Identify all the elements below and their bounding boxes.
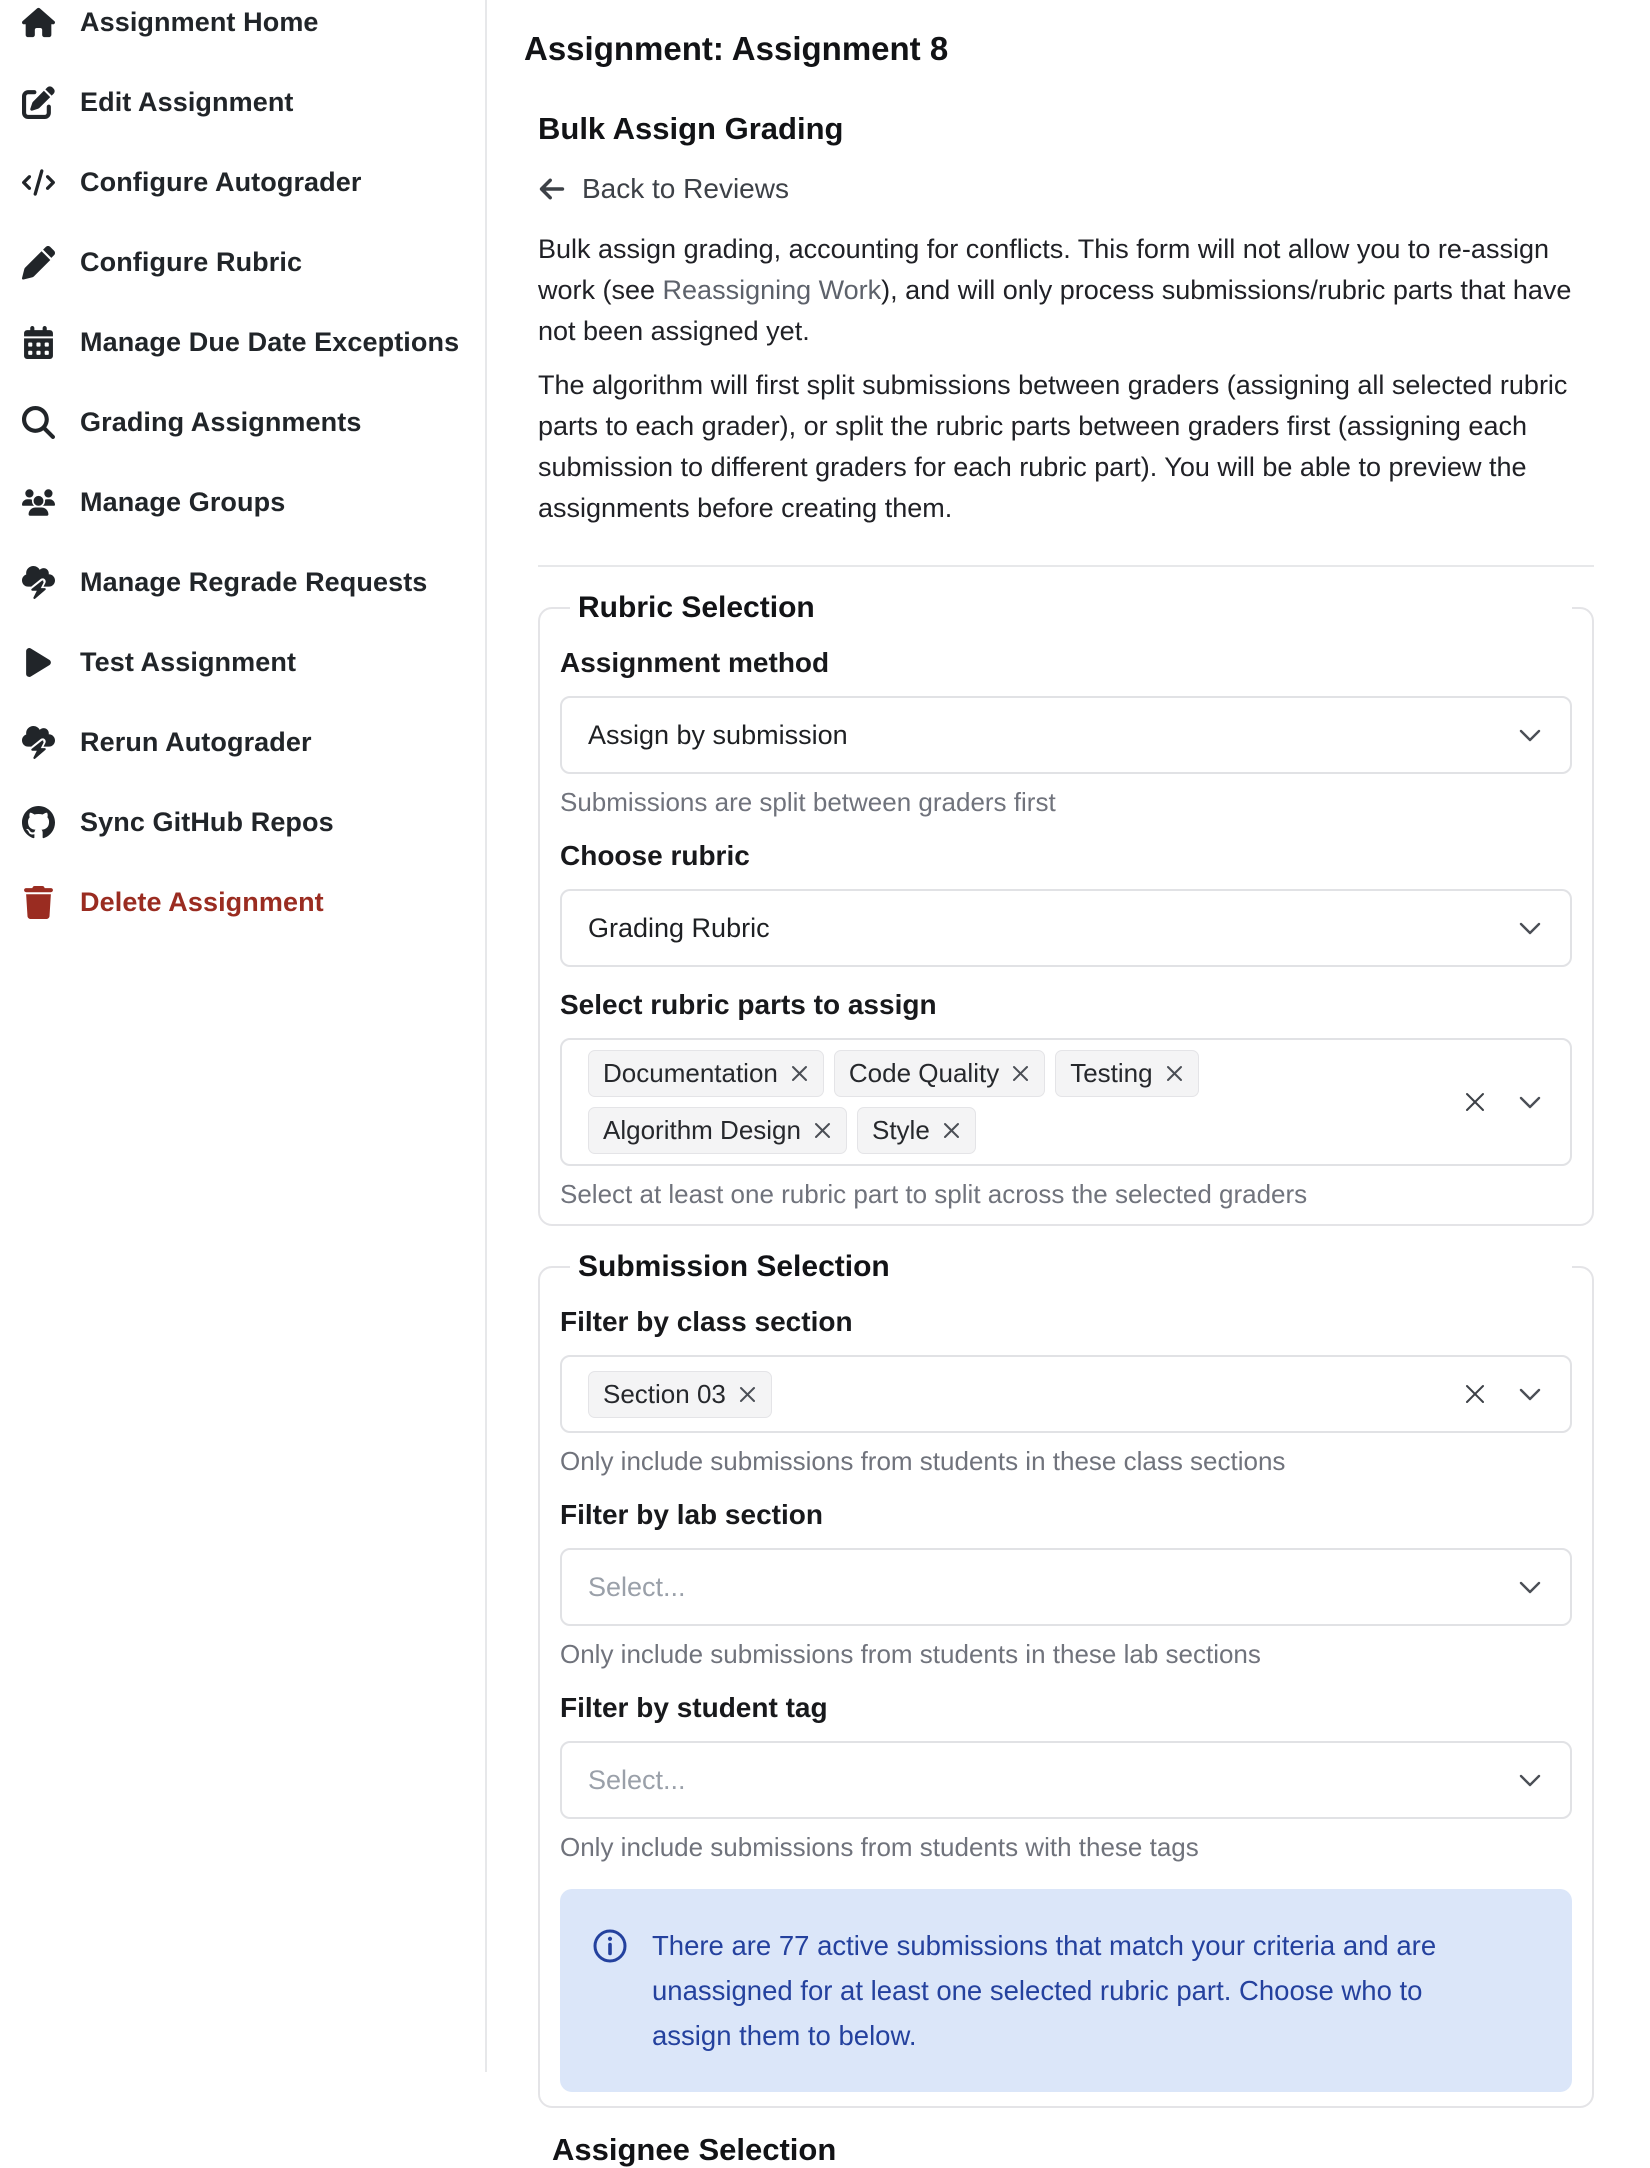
sidebar-item-label: Rerun Autograder <box>80 726 312 757</box>
search-icon <box>22 404 62 440</box>
intro-paragraph-1: Bulk assign grading, accounting for conflicts. This form will not allow you to re-assign work (see Reassigning Work), and will only process submissions/rubric parts that have not been assigned yet. <box>538 234 1572 347</box>
sidebar-item-label: Sync GitHub Repos <box>80 806 334 837</box>
sidebar-item-configure-rubric[interactable] <box>22 240 485 284</box>
pencil-icon <box>22 244 62 280</box>
rubric-selection-legend: Rubric Selection <box>578 591 815 625</box>
clear-all-icon[interactable] <box>1462 1381 1488 1407</box>
sidebar-item-assignment-home[interactable] <box>22 0 485 44</box>
sidebar-item-configure-autograder[interactable] <box>22 160 485 204</box>
submission-selection-fieldset <box>538 1250 1594 2108</box>
submissions-info-alert <box>560 1889 1572 2092</box>
assignment-method-select[interactable] <box>560 696 1572 774</box>
cloud-bolt-icon <box>22 724 62 760</box>
sidebar-item-manage-due-date-exceptions[interactable] <box>22 320 485 364</box>
rubric-selection-fieldset <box>538 591 1594 1226</box>
tag-remove-icon[interactable] <box>1165 1064 1184 1083</box>
tag-label: Code Quality <box>848 1058 1000 1089</box>
assignment-method-help: Submissions are split between graders first <box>560 787 1056 818</box>
tag-label: Documentation <box>603 1058 778 1089</box>
selected-tag[interactable] <box>588 1371 772 1418</box>
main-content <box>487 0 1650 2168</box>
calendar-icon <box>22 324 62 360</box>
clear-all-icon[interactable] <box>1462 1089 1488 1115</box>
tag-remove-icon[interactable] <box>738 1385 757 1404</box>
rubric-parts-tags <box>588 1050 1460 1154</box>
bulk-assign-heading: Bulk Assign Grading <box>538 111 844 147</box>
chevron-down-icon <box>1518 727 1542 743</box>
tag-label: Testing <box>1070 1058 1153 1089</box>
choose-rubric-value: Grading Rubric <box>588 912 770 943</box>
intro-paragraph-2: The algorithm will first split submissions between graders (assigning all selected rubric parts to each grader), or split the rubric parts between graders first (assigning each submission to different graders for each rubric part). You will be able to preview the assignments before creating them. <box>538 370 1568 524</box>
class-section-multiselect[interactable] <box>560 1355 1572 1433</box>
selected-tag[interactable] <box>857 1107 976 1154</box>
rubric-parts-multiselect[interactable] <box>560 1038 1572 1166</box>
chevron-down-icon <box>1518 1579 1542 1595</box>
assignment-method-label: Assignment method <box>560 647 830 679</box>
choose-rubric-label: Choose rubric <box>560 840 750 872</box>
code-icon <box>22 164 62 200</box>
chevron-down-icon <box>1518 1772 1542 1788</box>
tag-remove-icon[interactable] <box>942 1121 961 1140</box>
student-tag-select[interactable] <box>560 1741 1572 1819</box>
assignee-selection-heading: Assignee Selection <box>552 2132 837 2168</box>
choose-rubric-select[interactable] <box>560 889 1572 967</box>
rubric-parts-help: Select at least one rubric part to split across the selected graders <box>560 1179 1308 1210</box>
selected-tag[interactable] <box>834 1050 1045 1097</box>
sidebar-item-test-assignment[interactable] <box>22 640 485 684</box>
class-section-label: Filter by class section <box>560 1306 853 1338</box>
divider <box>538 565 1594 567</box>
student-tag-placeholder: Select... <box>588 1764 686 1795</box>
info-icon <box>592 1928 628 1969</box>
play-icon <box>22 644 62 680</box>
cloud-bolt-icon <box>22 564 62 600</box>
lab-section-help: Only include submissions from students in these lab sections <box>560 1639 1261 1670</box>
sidebar-item-manage-regrade-requests[interactable] <box>22 560 485 604</box>
chevron-down-icon <box>1518 920 1542 936</box>
selected-tag[interactable] <box>1055 1050 1198 1097</box>
sidebar-item-label: Configure Rubric <box>80 246 303 277</box>
sidebar-item-grading-assignments[interactable] <box>22 400 485 444</box>
submission-selection-legend: Submission Selection <box>578 1250 890 1284</box>
tag-label: Algorithm Design <box>603 1115 801 1146</box>
reassigning-work-link[interactable]: Reassigning Work <box>662 275 882 306</box>
back-to-reviews-link[interactable] <box>538 173 789 205</box>
sidebar-item-rerun-autograder[interactable] <box>22 720 485 764</box>
selected-tag[interactable] <box>588 1107 847 1154</box>
home-icon <box>22 4 62 40</box>
sidebar <box>0 0 487 2072</box>
sidebar-item-label: Delete Assignment <box>80 886 324 917</box>
lab-section-select[interactable] <box>560 1548 1572 1626</box>
chevron-down-icon <box>1518 1094 1542 1110</box>
tag-label: Section 03 <box>603 1378 726 1409</box>
class-section-help: Only include submissions from students in these class sections <box>560 1446 1286 1477</box>
tag-label: Style <box>871 1115 930 1146</box>
tag-remove-icon[interactable] <box>1011 1064 1030 1083</box>
sidebar-nav <box>22 0 485 924</box>
sidebar-item-label: Configure Autograder <box>80 166 362 197</box>
student-tag-help: Only include submissions from students with these tags <box>560 1832 1199 1863</box>
sidebar-item-label: Edit Assignment <box>80 86 294 117</box>
student-tag-label: Filter by student tag <box>560 1692 828 1724</box>
lab-section-placeholder: Select... <box>588 1571 686 1602</box>
page-title: Assignment: Assignment 8 <box>524 30 949 67</box>
sidebar-item-label: Manage Due Date Exceptions <box>80 326 460 357</box>
sidebar-item-label: Manage Regrade Requests <box>80 566 428 597</box>
tag-remove-icon[interactable] <box>813 1121 832 1140</box>
sidebar-item-edit-assignment[interactable] <box>22 80 485 124</box>
users-icon <box>22 484 62 520</box>
arrow-left-icon <box>538 175 566 203</box>
github-icon <box>22 804 62 840</box>
sidebar-item-label: Manage Groups <box>80 486 286 517</box>
sidebar-item-label: Assignment Home <box>80 6 319 37</box>
trash-icon <box>22 884 62 920</box>
sidebar-item-manage-groups[interactable] <box>22 480 485 524</box>
edit-icon <box>22 84 62 120</box>
alert-text: There are 77 active submissions that match your criteria and are unassigned for at least one selected rubric part. Choose who to assign them to below. <box>652 1930 1437 2052</box>
sidebar-item-label: Grading Assignments <box>80 406 362 437</box>
sidebar-item-sync-github-repos[interactable] <box>22 800 485 844</box>
back-link-label: Back to Reviews <box>582 173 789 205</box>
selected-tag[interactable] <box>588 1050 824 1097</box>
rubric-parts-label: Select rubric parts to assign <box>560 989 937 1021</box>
class-section-tags <box>588 1371 772 1418</box>
chevron-down-icon <box>1518 1386 1542 1402</box>
lab-section-label: Filter by lab section <box>560 1499 823 1531</box>
sidebar-item-delete-assignment[interactable] <box>22 880 485 924</box>
sidebar-item-label: Test Assignment <box>80 646 297 677</box>
tag-remove-icon[interactable] <box>790 1064 809 1083</box>
assignment-method-value: Assign by submission <box>588 719 848 750</box>
